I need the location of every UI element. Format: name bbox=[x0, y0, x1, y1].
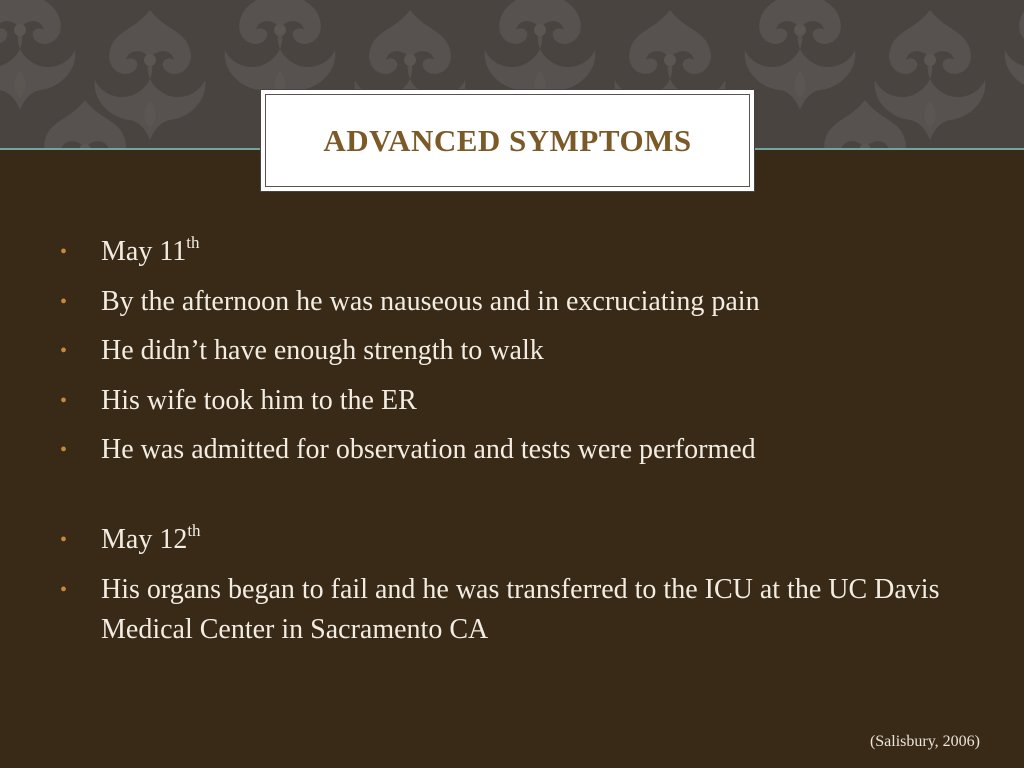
bullet-icon: • bbox=[60, 439, 68, 461]
bullet-item bbox=[58, 282, 958, 322]
bullet-text: May 11 bbox=[101, 236, 187, 267]
bullet-text: His wife took him to the ER bbox=[101, 384, 417, 416]
bullet-icon: • bbox=[60, 389, 68, 412]
bullet-text: By the afternoon he was nauseous and in excruciating pain bbox=[101, 285, 760, 317]
bullet-text: He didn’t have enough strength to walk bbox=[101, 335, 544, 366]
bullet-item bbox=[58, 331, 958, 371]
bullet-item bbox=[58, 381, 958, 421]
title-box bbox=[260, 89, 755, 192]
ordinal-suffix: th bbox=[187, 521, 201, 540]
citation: (Salisbury, 2006) bbox=[869, 733, 980, 750]
bullet-icon: • bbox=[60, 529, 68, 551]
bullet-text: His organs began to fail and he was transferred to the ICU at the UC Davis Medical Center in Sacramento CA bbox=[101, 573, 940, 645]
bullet-item bbox=[58, 520, 958, 560]
bullet-item bbox=[58, 232, 958, 272]
bullet-icon: • bbox=[60, 290, 68, 313]
bullet-icon: • bbox=[60, 578, 68, 601]
ordinal-suffix: th bbox=[186, 233, 200, 252]
bullet-list bbox=[58, 232, 958, 659]
bullet-text: May 12 bbox=[101, 524, 188, 555]
bullet-icon: • bbox=[60, 241, 68, 263]
title-frame bbox=[265, 94, 750, 187]
bullet-item bbox=[58, 570, 958, 650]
bullet-icon: • bbox=[60, 340, 68, 362]
bullet-text: He was admitted for observation and tests were performed bbox=[101, 434, 756, 465]
bullet-item bbox=[58, 430, 958, 470]
slide-title: ADVANCED SYMPTOMS bbox=[323, 122, 692, 158]
